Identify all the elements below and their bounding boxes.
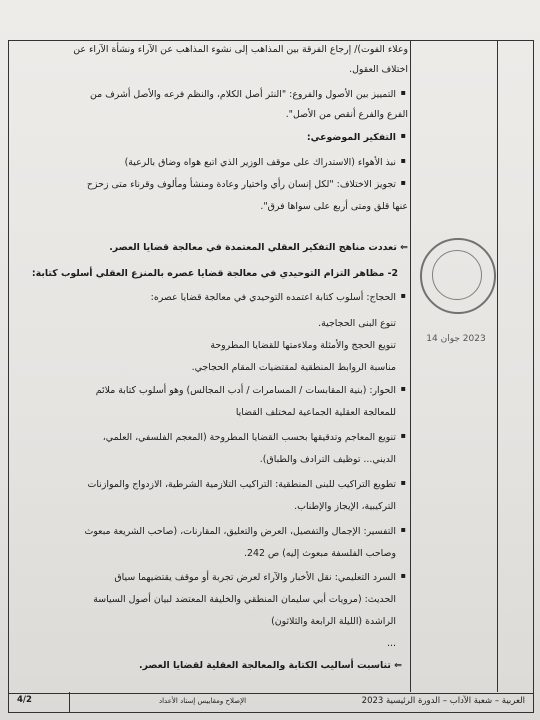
list-item: تنوع البنى الحجاجية. <box>318 318 396 329</box>
bullet-item: نبذ الأهواء (الاستدراك على موقف الوزير الذي اتبع هواه وضاق بالرعية) ▪ <box>125 155 396 170</box>
official-stamp <box>420 238 496 314</box>
text-line: الديني... توظيف الترادف والطباق). <box>259 454 396 465</box>
conclusion-line: ⇐ تعددت مناهج التفكير العقلي المعتمدة في معالجة قضايا العصر. <box>109 242 408 253</box>
bullet-item: الحوار: (بنية المقابسات / المسامرات / أدب المجالس) وهو أسلوب كتابة ملائم ▪ <box>96 383 396 398</box>
subheading: التفكير الموضوعي: ▪ <box>307 130 396 145</box>
bullet-item: تنويع المعاجم وتدقيقها بحسب القضايا المطروحة (المعجم الفلسفي، العلمي، ▪ <box>103 430 396 445</box>
page-number: 4/2 <box>17 695 32 705</box>
footer-divider <box>69 692 70 712</box>
page-footer <box>8 692 534 713</box>
answer-key-column <box>16 40 408 692</box>
text-line: اختلاف العقول. <box>349 64 408 75</box>
section-heading: 2- مظاهر التزام التوحيدي في معالجة قضايا عصره بالمنزع العقلي أسلوب كتابة: <box>31 268 398 279</box>
footer-exam-info: العربية – شعبة الآداب – الدورة الرئيسية 2023 <box>361 696 525 706</box>
text-line: للمعالجة العقلية الجماعية لمختلف القضايا <box>235 407 396 418</box>
text-line: الحديث: (مرويات أبي سليمان المنطقي والخليفة المعتضد لبيان أصول السياسة <box>93 594 396 605</box>
text-line: التركيبية، الإيجاز والإطناب. <box>294 501 396 512</box>
bullet-item: السرد التعليمي: نقل الأخبار والآراء لعرض تجربة أو موقف يقتضيهما سياق ▪ <box>114 570 396 585</box>
stamp-date: 2023 جوان 14 <box>426 334 486 344</box>
text-line: الراشدة (الليلة الرابعة والثلاثون) <box>271 616 396 627</box>
list-item: تنويع الحجج والأمثلة وملاءمتها للقضايا المطروحة <box>210 340 396 351</box>
text-line: عنها قلق ومتى أربع على سواها فرق". <box>260 201 408 212</box>
stamp-inner-ring <box>432 250 482 300</box>
bullet-item: التمييز بين الأصول والفروع: "النثر أصل الكلام، والنظم فرعه والأصل أشرف من ▪ <box>90 87 396 102</box>
column-divider <box>410 40 411 692</box>
conclusion-line: ⇐ تناسبت أساليب الكتابة والمعالجة العقلية لقضايا العصر. <box>139 660 402 671</box>
text-line: وعلاء الفوت)/ إرجاع الفرقة بين المذاهب إلى نشوء المذاهب عن الآراء ونشأة الآراء عن <box>73 44 408 55</box>
text-line: وصاحب الفلسفة مبعوث إليه) ص 242. <box>244 548 396 559</box>
text-line: الفرع والفرع أنقص من الأصل". <box>285 109 408 120</box>
footer-subtitle: الإصلاح ومقاييس إسناد الأعداد <box>159 697 247 705</box>
column-divider <box>497 40 498 692</box>
list-item: مناسبة الروابط المنطقية لمقتضيات المقام الحجاجي. <box>191 362 396 373</box>
bullet-item: تجويز الاختلاف: "لكل إنسان رأي واختيار وعادة ومنشأ ومألوف وقرناء متى زحزح ▪ <box>87 177 396 192</box>
ellipsis: ... <box>387 638 396 649</box>
bullet-item: الحجاج: أسلوب كتابة اعتمده التوحيدي في معالجة قضايا عصره: ▪ <box>151 290 396 305</box>
bullet-item: تطويع التراكيب للبنى المنطقية: التراكيب التلازمية الشرطية، الازدواج والموازنات ▪ <box>88 477 396 492</box>
bullet-item: التفسير: الإجمال والتفصيل، العرض والتعليق، المقارنات، (صاحب الشريعة مبعوث ▪ <box>85 524 396 539</box>
